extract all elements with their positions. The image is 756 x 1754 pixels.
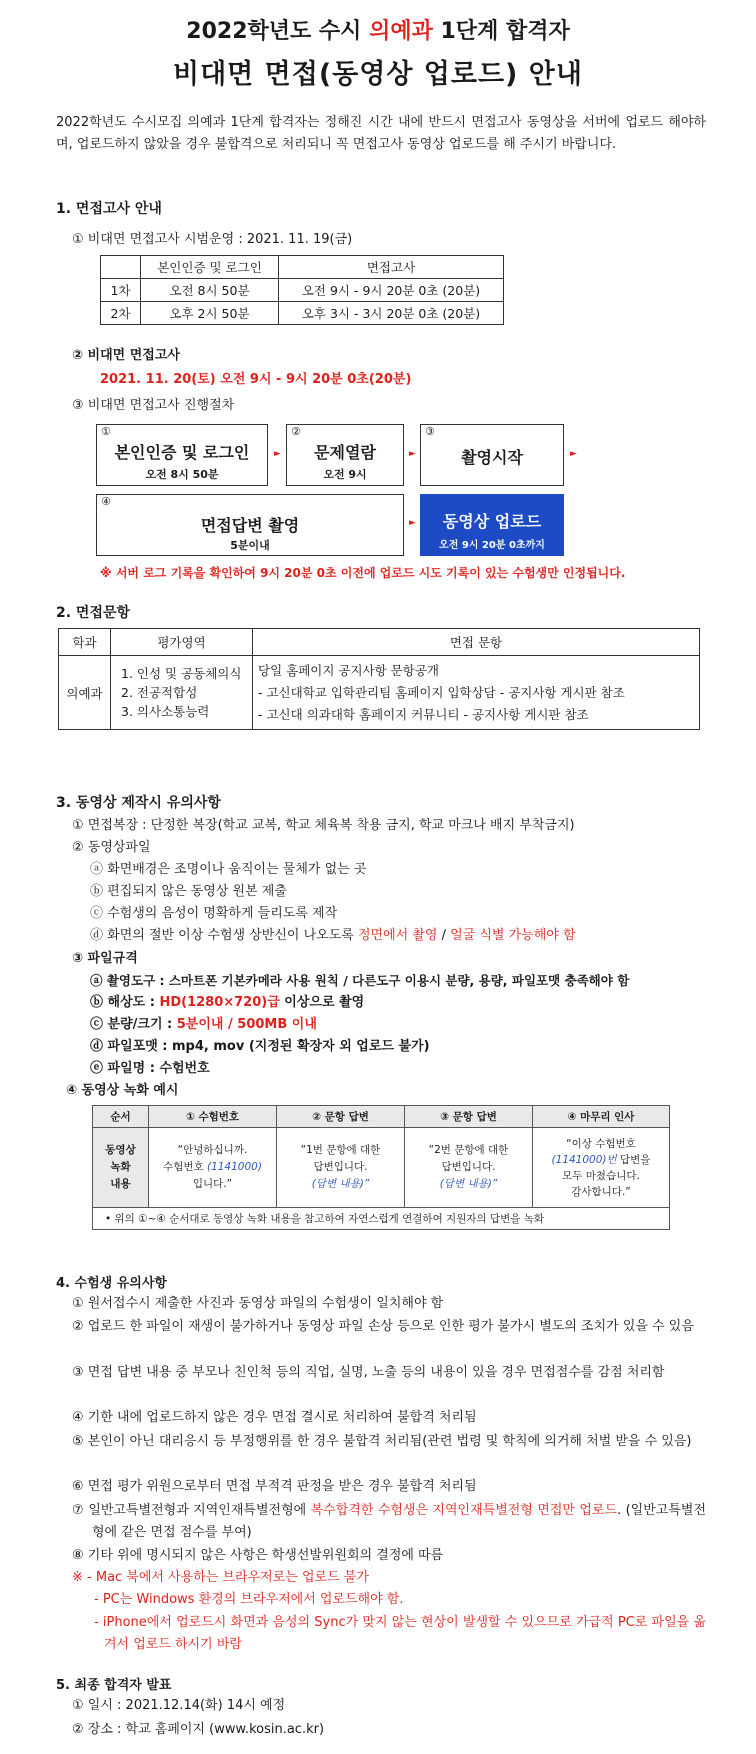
announcement-place: ② 장소 : 학교 홈페이지 (www.kosin.ac.kr) bbox=[72, 1722, 325, 1737]
dept-cell: 의예과 bbox=[59, 656, 111, 730]
file-spec-e: ⓔ 파일명 : 수험번호 bbox=[90, 1061, 210, 1076]
areas-cell: 1. 인성 및 공동체의식 2. 전공적합성 3. 의사소통능력 bbox=[111, 656, 253, 730]
rec-cell: “2번 문항에 대한 답변입니다. (답변 내용)” bbox=[405, 1128, 533, 1208]
rec-header-cell: ② 문항 답변 bbox=[277, 1106, 405, 1128]
notice-item: ② 업로드 한 파일이 재생이 불가하거나 동영상 파일 손상 등으로 인한 평가 불가시 별도의 조치가 있을 수 있음 bbox=[72, 1319, 694, 1334]
file-spec-heading: ③ 파일규격 bbox=[72, 951, 138, 966]
notice-item: ⑦ 일반고특별전형과 지역인재특별전형에 복수합격한 수험생은 지역인재특별전형 면접만 업로드. (일반고특별전형에 같은 면접 점수를 부여) bbox=[72, 1503, 706, 1540]
schedule-cell: 오후 3시 - 3시 20분 0초 (20분) bbox=[279, 302, 504, 325]
schedule-table bbox=[100, 255, 504, 325]
interview-date: 2021. 11. 20(토) 오전 9시 - 9시 20분 0초(20분) bbox=[100, 372, 412, 387]
rec-cell: “1번 문항에 대한 답변입니다. (답변 내용)” bbox=[277, 1128, 405, 1208]
rec-row-label: 동영상 녹화 내용 bbox=[93, 1128, 149, 1208]
trial-run-date: ① 비대면 면접고사 시범운영 : 2021. 11. 19(금) bbox=[72, 232, 353, 247]
notice-item: ① 원서접수시 제출한 사진과 동영상 파일의 수험생이 일치해야 함 bbox=[72, 1296, 444, 1311]
video-rule-b: ⓑ 편집되지 않은 동영상 원본 제출 bbox=[90, 884, 287, 899]
schedule-cell: 오전 9시 - 9시 20분 0초 (20분) bbox=[279, 279, 504, 302]
flow-step-start-recording: ③ 촬영시작 bbox=[420, 424, 564, 486]
section-2-heading: 2. 면접문항 bbox=[56, 605, 131, 621]
announcement-date: ① 일시 : 2021.12.14(화) 14시 예정 bbox=[72, 1698, 286, 1713]
recording-example-table bbox=[92, 1105, 670, 1230]
notice-item: ⑧ 기타 위에 명시되지 않은 사항은 학생선발위원회의 결정에 따름 bbox=[72, 1548, 444, 1563]
title-line1: 2022학년도 수시 의예과 1단계 합격자 bbox=[186, 19, 570, 44]
video-rule-a: ⓐ 화면배경은 조명이나 움직이는 물체가 없는 곳 bbox=[90, 862, 367, 877]
file-spec-d: ⓓ 파일포맷 : mp4, mov (지정된 확장자 외 업로드 불가) bbox=[90, 1039, 430, 1054]
recording-example-heading: ④ 동영상 녹화 예시 bbox=[66, 1083, 179, 1098]
schedule-header-cell: 면접고사 bbox=[279, 256, 504, 279]
rec-cell: “이상 수험번호 (1141000)번 답변을 모두 마쳤습니다. 감사합니다.” bbox=[533, 1128, 670, 1208]
notice-item: ⑤ 본인이 아닌 대리응시 등 부정행위를 한 경우 불합격 처리됨(관련 법령 및 학칙에 의거해 처벌 받을 수 있음) bbox=[72, 1434, 692, 1449]
rec-cell: “안녕하십니까. 수험번호 (1141000) 입니다.” bbox=[149, 1128, 277, 1208]
flow-step-record-answer: ④ 면접답변 촬영 5분이내 bbox=[96, 494, 404, 556]
video-rule-d: ⓓ 화면의 절반 이상 수험생 상반신이 나오도록 정면에서 촬영 / 얼굴 식별 가능해야 함 bbox=[90, 928, 576, 943]
table-row bbox=[93, 1128, 670, 1208]
arrow-right-icon: ► bbox=[570, 449, 577, 459]
questions-header-cell: 학과 bbox=[59, 629, 111, 656]
questions-header-cell: 평가영역 bbox=[111, 629, 253, 656]
rec-header-cell: ③ 문항 답변 bbox=[405, 1106, 533, 1128]
video-file-heading: ② 동영상파일 bbox=[72, 840, 151, 855]
title-highlight: 의예과 bbox=[369, 19, 433, 44]
mac-note: ※ - Mac 북에서 사용하는 브라우저로는 업로드 불가 bbox=[72, 1570, 369, 1585]
rec-header-cell: ④ 마무리 인사 bbox=[533, 1106, 670, 1128]
questions-table bbox=[58, 628, 700, 730]
notice-item: ⑥ 면접 평가 위원으로부터 면접 부적격 판정을 받은 경우 불합격 처리됨 bbox=[72, 1479, 477, 1494]
notice-item: ④ 기한 내에 업로드하지 않은 경우 면접 결시로 처리하여 불합격 처리됨 bbox=[72, 1410, 477, 1425]
dress-code: ① 면접복장 : 단정한 복장(학교 교복, 학교 체육복 착용 금지, 학교 마크나 배지 부착금지) bbox=[72, 818, 575, 833]
windows-note: - PC는 Windows 환경의 브라우저에서 업로드해야 함. bbox=[94, 1592, 404, 1607]
section-5-heading: 5. 최종 합격자 발표 bbox=[56, 1678, 172, 1693]
section-3-heading: 3. 동영상 제작시 유의사항 bbox=[56, 795, 221, 811]
video-rule-c: ⓒ 수험생의 음성이 명확하게 들리도록 제작 bbox=[90, 906, 338, 921]
table-row bbox=[101, 302, 504, 325]
section-1-heading: 1. 면접고사 안내 bbox=[56, 201, 162, 217]
schedule-cell: 1차 bbox=[101, 279, 141, 302]
schedule-cell: 오전 8시 50분 bbox=[141, 279, 279, 302]
section-4-heading: 4. 수험생 유의사항 bbox=[56, 1276, 167, 1291]
server-log-note: ※ 서버 로그 기록을 확인하여 9시 20분 0초 이전에 업로드 시도 기록이 있는 수험생만 인정됩니다. bbox=[100, 566, 626, 580]
question-cell: 당일 홈페이지 공지사항 문항공개 - 고신대학교 입학관리팀 홈페이지 입학상담 - 공지사항 게시판 참조 - 고신대 의과대학 홈페이지 커뮤니티 - 공지사항 게시판 참조 bbox=[253, 656, 700, 730]
rec-header-cell: 순서 bbox=[93, 1106, 149, 1128]
flow-step-upload: 동영상 업로드 오전 9시 20분 0초까지 bbox=[420, 494, 564, 556]
rec-note: • 위의 ①~④ 순서대로 동영상 녹화 내용을 참고하여 자연스럽게 연결하여 지원자의 답변을 녹화 bbox=[93, 1208, 670, 1230]
notice-item: ③ 면접 답변 내용 중 부모나 친인척 등의 직업, 실명, 노출 등의 내용이 있을 경우 면접점수를 감점 처리함 bbox=[72, 1365, 665, 1380]
interview-heading: ② 비대면 면접고사 bbox=[72, 348, 180, 363]
flow-step-view-questions: ② 문제열람 오전 9시 bbox=[286, 424, 404, 486]
page-title: 비대면 면접(동영상 업로드) 안내 bbox=[173, 59, 583, 90]
table-row bbox=[101, 279, 504, 302]
questions-header-cell: 면접 문항 bbox=[253, 629, 700, 656]
arrow-right-icon: ► bbox=[409, 449, 416, 459]
arrow-right-icon: ► bbox=[409, 518, 416, 528]
schedule-header-cell: 본인인증 및 로그인 bbox=[141, 256, 279, 279]
rec-header-cell: ① 수험번호 bbox=[149, 1106, 277, 1128]
schedule-cell: 오후 2시 50분 bbox=[141, 302, 279, 325]
procedure-heading: ③ 비대면 면접고사 진행절차 bbox=[72, 398, 235, 413]
table-row bbox=[59, 656, 700, 730]
arrow-right-icon: ► bbox=[274, 449, 281, 459]
schedule-cell: 2차 bbox=[101, 302, 141, 325]
schedule-header-cell bbox=[101, 256, 141, 279]
file-spec-a: ⓐ 촬영도구 : 스마트폰 기본카메라 사용 원칙 / 다른도구 이용시 분량, 용량, 파일포맷 충족해야 함 bbox=[90, 973, 630, 988]
intro-paragraph: 2022학년도 수시모집 의예과 1단계 합격자는 정해진 시간 내에 반드시 면접고사 동영상을 서버에 업로드 해야하며, 업로드하지 않았을 경우 불합격으로 처리되니 꼭 면접고사 동영상 업로드를 해 주시기 바랍니다. bbox=[56, 115, 706, 152]
file-spec-b: ⓑ 해상도 : HD(1280×720)급 이상으로 촬영 bbox=[90, 995, 365, 1010]
flow-step-login: ① 본인인증 및 로그인 오전 8시 50분 bbox=[96, 424, 268, 486]
file-spec-c: ⓒ 분량/크기 : 5분이내 / 500MB 이내 bbox=[90, 1017, 317, 1032]
iphone-note: - iPhone에서 업로드시 화면과 음성의 Sync가 맞지 않는 현상이 발생할 수 있으므로 가급적 PC로 파일을 옮겨서 업로드 하시기 바람 bbox=[94, 1615, 706, 1652]
